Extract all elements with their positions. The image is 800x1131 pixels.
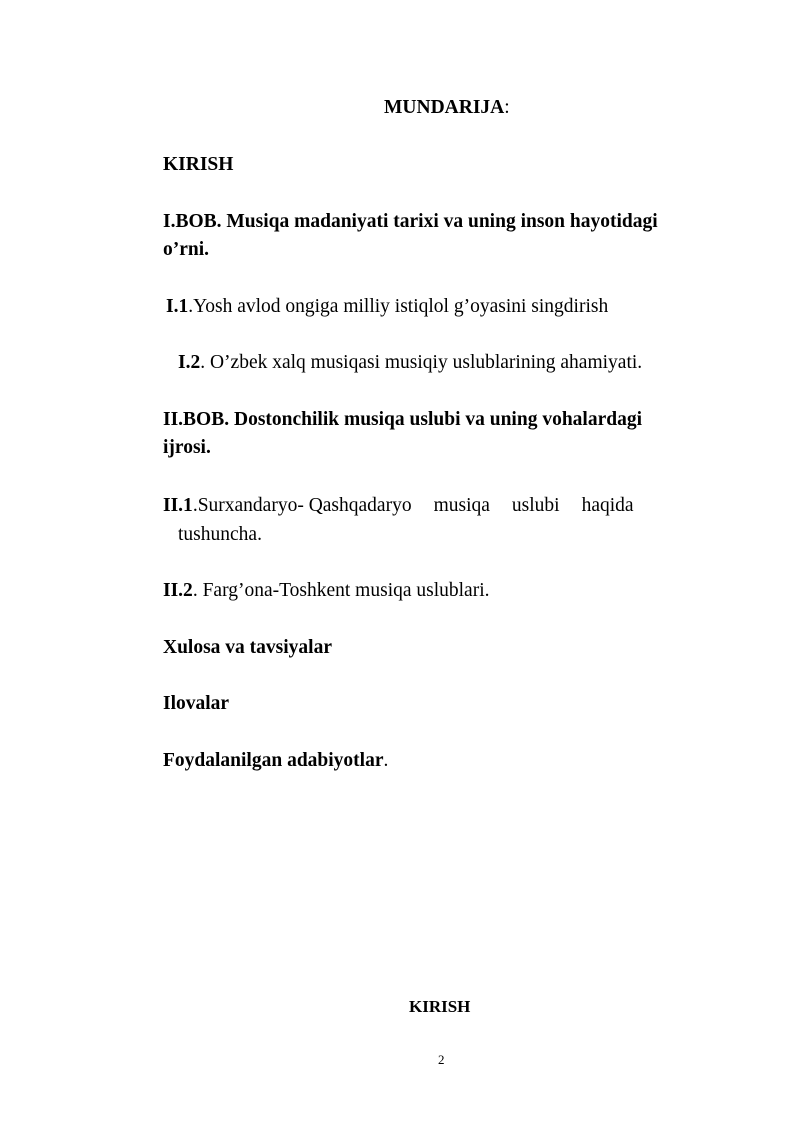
section-text: .Yosh avlod ongiga milliy istiqlol g’oyasini singdirish [188, 296, 609, 317]
toc-item-bob1-line2: o’rni. [163, 239, 210, 260]
section-text-part4: haqida [581, 495, 634, 516]
section-text-part3: uslubi [511, 495, 560, 516]
section-text-part1: .Surxandaryo- Qashqadaryo [192, 495, 412, 516]
section-text-part2: musiqa [433, 495, 490, 516]
toc-item-xulosa: Xulosa va tavsiyalar [163, 637, 333, 658]
toc-item-bob2-line2: ijrosi. [163, 437, 211, 458]
toc-item-section-2-1 [163, 492, 634, 520]
toc-title-text: MUNDARIJA [384, 97, 505, 118]
section-text: . O’zbek xalq musiqasi musiqiy uslublarining ahamiyati. [200, 352, 643, 373]
toc-item-section-2-2 [163, 577, 490, 605]
section-number: I.1 [166, 296, 189, 317]
section-number: I.2 [178, 352, 201, 373]
foydalanilgan-text: Foydalanilgan adabiyotlar [163, 750, 384, 771]
section-text: . Farg’ona-Toshkent musiqa uslublari. [192, 580, 490, 601]
section-number: II.1 [163, 495, 193, 516]
foydalanilgan-period: . [383, 750, 389, 771]
page-number: 2 [438, 1052, 445, 1067]
toc-item-bob2-line1: II.BOB. Dostonchilik musiqa uslubi va uning vohalardagi [163, 409, 642, 430]
toc-title-colon: : [504, 97, 510, 118]
toc-item-section-1-2 [178, 349, 642, 377]
toc-item-section-2-1-line2: tushuncha. [178, 524, 262, 545]
section-number: II.2 [163, 580, 193, 601]
toc-item-kirish: KIRISH [163, 154, 234, 175]
next-section-heading: KIRISH [409, 997, 471, 1016]
toc-item-section-1-1 [166, 293, 608, 321]
toc-item-ilovalar: Ilovalar [163, 693, 230, 714]
toc-item-bob1-line1: I.BOB. Musiqa madaniyati tarixi va uning inson hayotidagi [163, 211, 658, 232]
toc-item-foydalanilgan [163, 747, 388, 775]
toc-title [384, 94, 510, 122]
